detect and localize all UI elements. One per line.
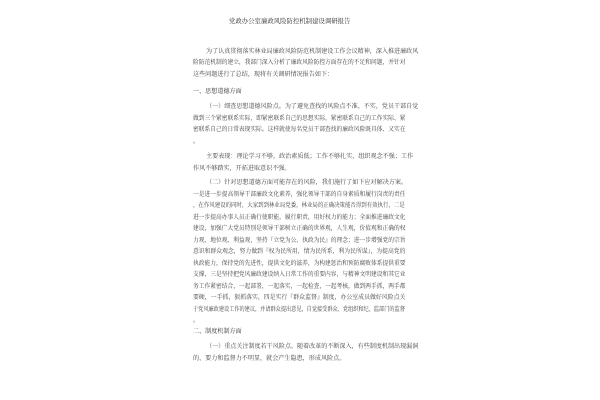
paragraph-line: 。 xyxy=(193,317,200,324)
paragraph-line: 建设，加强广大党员特别是领导干部树立正确的世界观，人生观，价值观和正确的权 xyxy=(193,225,406,232)
paragraph-line: （一）重点关注制度若干风险点。随着改革的不断深入，有些制度机制出现漏洞 xyxy=(206,343,419,350)
paragraph-line: 做到三个紧密联系实际，即紧密联系自己的思想实际，紧密联系自己的工作实际、紧 xyxy=(193,115,406,122)
paragraph-line: ，在作风建设的同时，大家到到林业局党委，林业局的正确决策能否得到有效执行，二是 xyxy=(193,202,405,209)
paragraph-line: 主要表现：理论学习不够，政治素质低；工作不够扎实，组织观念不强；工作 xyxy=(206,153,414,160)
paragraph-line: 务工作紧密结合，一起部署，一起落实，一起检查，一起考核，做到两手抓，两手都 xyxy=(193,283,406,290)
paragraph-line: （一）细查思想道德风险点。为了避免查找的风险点不准、不实，党员干部自觉 xyxy=(206,103,419,110)
intro-line: 为了认真贯彻落实林业局廉政风险防范机制建设工作会议精神，深入推进廉政风 xyxy=(206,48,419,55)
paragraph-line: 作风不够踏实，开拓进取意识不强。 xyxy=(193,165,291,172)
paragraph-line: 密联系自己的日常表现实际。这样就使每名党员干部查找的廉政风险既具体、又实在 xyxy=(193,126,406,133)
paragraph-line: 支撑，三是坚持把党风廉政建设纳入日常工作的重要内容，与精神文明建设和其它业 xyxy=(193,271,406,278)
paragraph-line: 力观、地位观、利益观，坚持『立党为公、执政为民』的理念；进一步增强党的宗旨 xyxy=(193,237,406,244)
paragraph-line: 进一步提高办事人员正确行使职能，履行职责，用好权力的能力；全面推进廉政文化 xyxy=(193,214,406,221)
intro-line: 这些问题进行了总结，现将有关调研情况报告如下： xyxy=(193,71,334,78)
paragraph-line: 意识和群众观念，努力做到『权为民所用，情为民所系，利为民所谋』，为提高党的 xyxy=(193,248,406,255)
paragraph-line: 于党风廉政建设工作的建议，并请群众提出意见，自觉接受群众、党组织和纪、监部门的监督 xyxy=(193,306,405,313)
paragraph-line: 。 xyxy=(193,138,200,145)
paragraph-line: （二）针对思想道德方面可能存在的风险，我们施行了如下应对解决方案。 xyxy=(206,179,408,186)
paragraph-line: 的，要力和监督力不明显，就会产生隐患，形成风险点。 xyxy=(193,355,346,362)
paragraph-line: 执政能力，保持党的先进性，提供文化的滋养，为构建惩治和预防腐败体系提供重要 xyxy=(193,260,406,267)
paragraph-line: 要硬，一手抓，狠抓落实，四是实行『群众监督』制度，办公室成员做好风险点关 xyxy=(193,294,406,301)
document-title: 党政办公室廉政风险防控机制建设调研报告 xyxy=(229,17,351,25)
intro-line: 险防范机制的建立，我部门深入分析了廉政风险防控方面存在的不足和问题，并针对 xyxy=(193,59,406,66)
paragraph-line: 一是进一步提高领导干部廉政文化素养，强化领导干部的自身素质和履行岗责的责任 xyxy=(193,191,406,198)
section-heading: 二、制度机制方面 xyxy=(193,328,242,335)
section-heading: 一、思想道德方面 xyxy=(193,88,242,95)
